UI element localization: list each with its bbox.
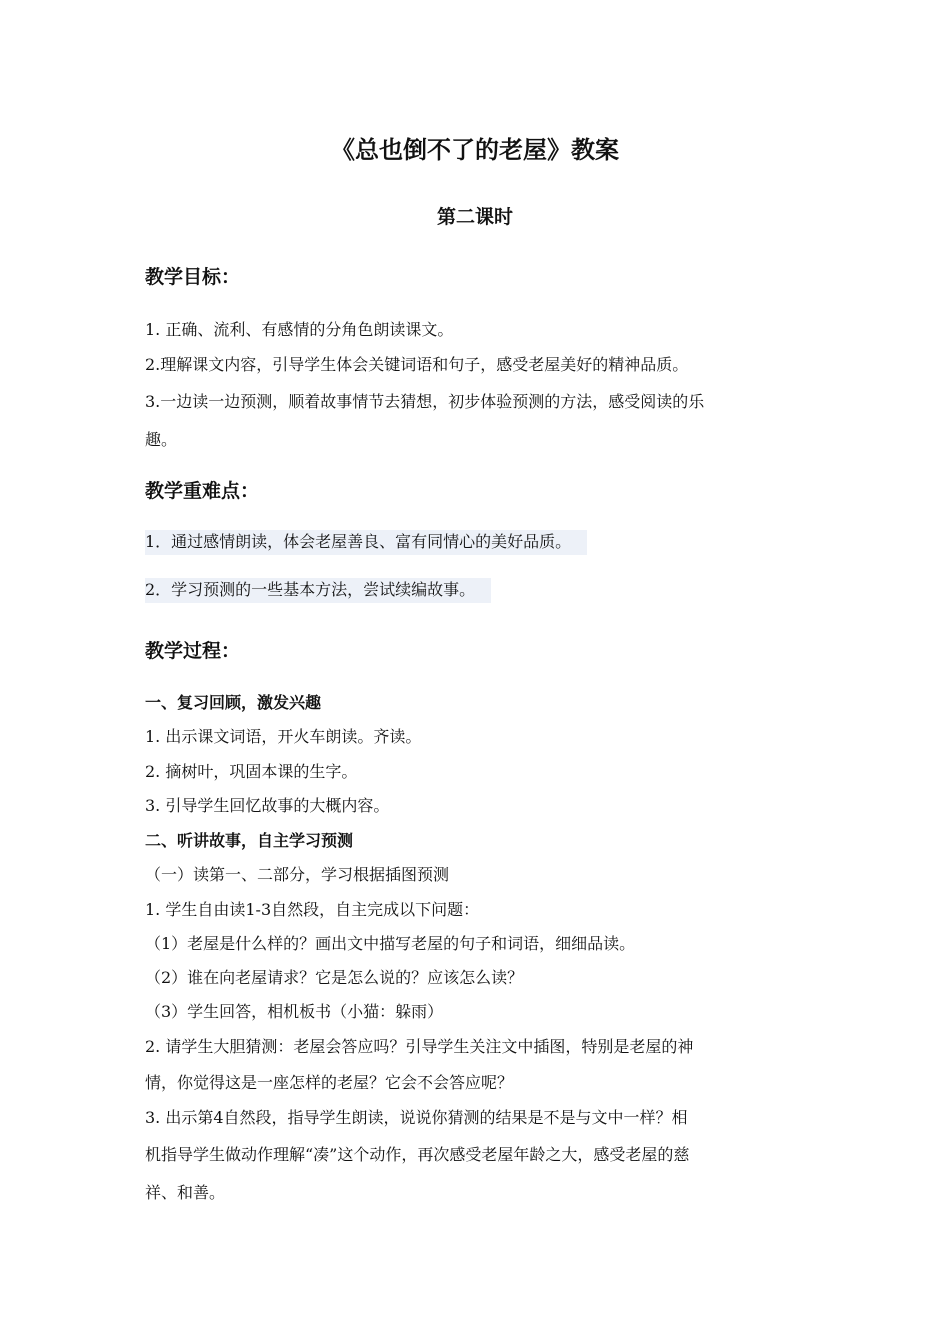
section-2-line: （3）学生回答，相机板书（小猫：躲雨） <box>145 1002 444 1021</box>
section-1-title: 一、复习回顾，激发兴趣 <box>145 693 322 712</box>
document-title: 《总也倒不了的老屋》教案 <box>331 136 619 164</box>
goal-item-3: 3.一边读一边预测，顺着故事情节去猜想，初步体验预测的方法，感受阅读的乐 <box>145 392 705 411</box>
key-point-item-1 <box>145 529 587 552</box>
section-2-line: 2. 请学生大胆猜测：老屋会答应吗？引导学生关注文中插图，特别是老屋的神 <box>145 1037 694 1056</box>
section-2-line: 3. 出示第4自然段，指导学生朗读，说说你猜测的结果是不是与文中一样？相 <box>145 1108 688 1127</box>
section-2-line: （一）读第一、二部分，学习根据插图预测 <box>145 865 450 884</box>
key-point-item-2 <box>145 577 491 600</box>
section-2-title: 二、听讲故事，自主学习预测 <box>145 831 354 850</box>
process-heading: 教学过程： <box>145 640 241 662</box>
key-point-highlight: 1．通过感情朗读，体会老屋善良、富有同情心的美好品质。 <box>145 530 587 555</box>
section-2-line: （1）老屋是什么样的？画出文中描写老屋的句子和词语，细细品读。 <box>145 934 636 953</box>
section-1-item-3: 3. 引导学生回忆故事的大概内容。 <box>145 796 390 815</box>
section-2-line: （2）谁在向老屋请求？它是怎么说的？应该怎么读？ <box>145 968 524 987</box>
section-2-line: 机指导学生做动作理解“凑”这个动作，再次感受老屋年龄之大，感受老屋的慈 <box>145 1145 690 1164</box>
goal-item-1: 1. 正确、流利、有感情的分角色朗读课文。 <box>145 320 454 339</box>
section-1-item-1: 1. 出示课文词语，开火车朗读。齐读。 <box>145 727 422 746</box>
section-2-line: 1. 学生自由读1-3自然段，自主完成以下问题： <box>145 900 480 919</box>
lesson-subtitle: 第二课时 <box>436 206 513 228</box>
goal-item-3-cont: 趣。 <box>145 430 178 449</box>
key-point-highlight: 2．学习预测的一些基本方法，尝试续编故事。 <box>145 578 491 603</box>
section-2-line: 情，你觉得这是一座怎样的老屋？它会不会答应呢？ <box>145 1073 514 1092</box>
key-points-heading: 教学重难点： <box>145 480 260 502</box>
section-2-line: 祥、和善。 <box>145 1183 226 1202</box>
goal-item-2: 2.理解课文内容，引导学生体会关键词语和句子，感受老屋美好的精神品质。 <box>145 355 689 374</box>
section-1-item-2: 2. 摘树叶，巩固本课的生字。 <box>145 762 358 781</box>
goals-heading: 教学目标： <box>145 266 241 288</box>
